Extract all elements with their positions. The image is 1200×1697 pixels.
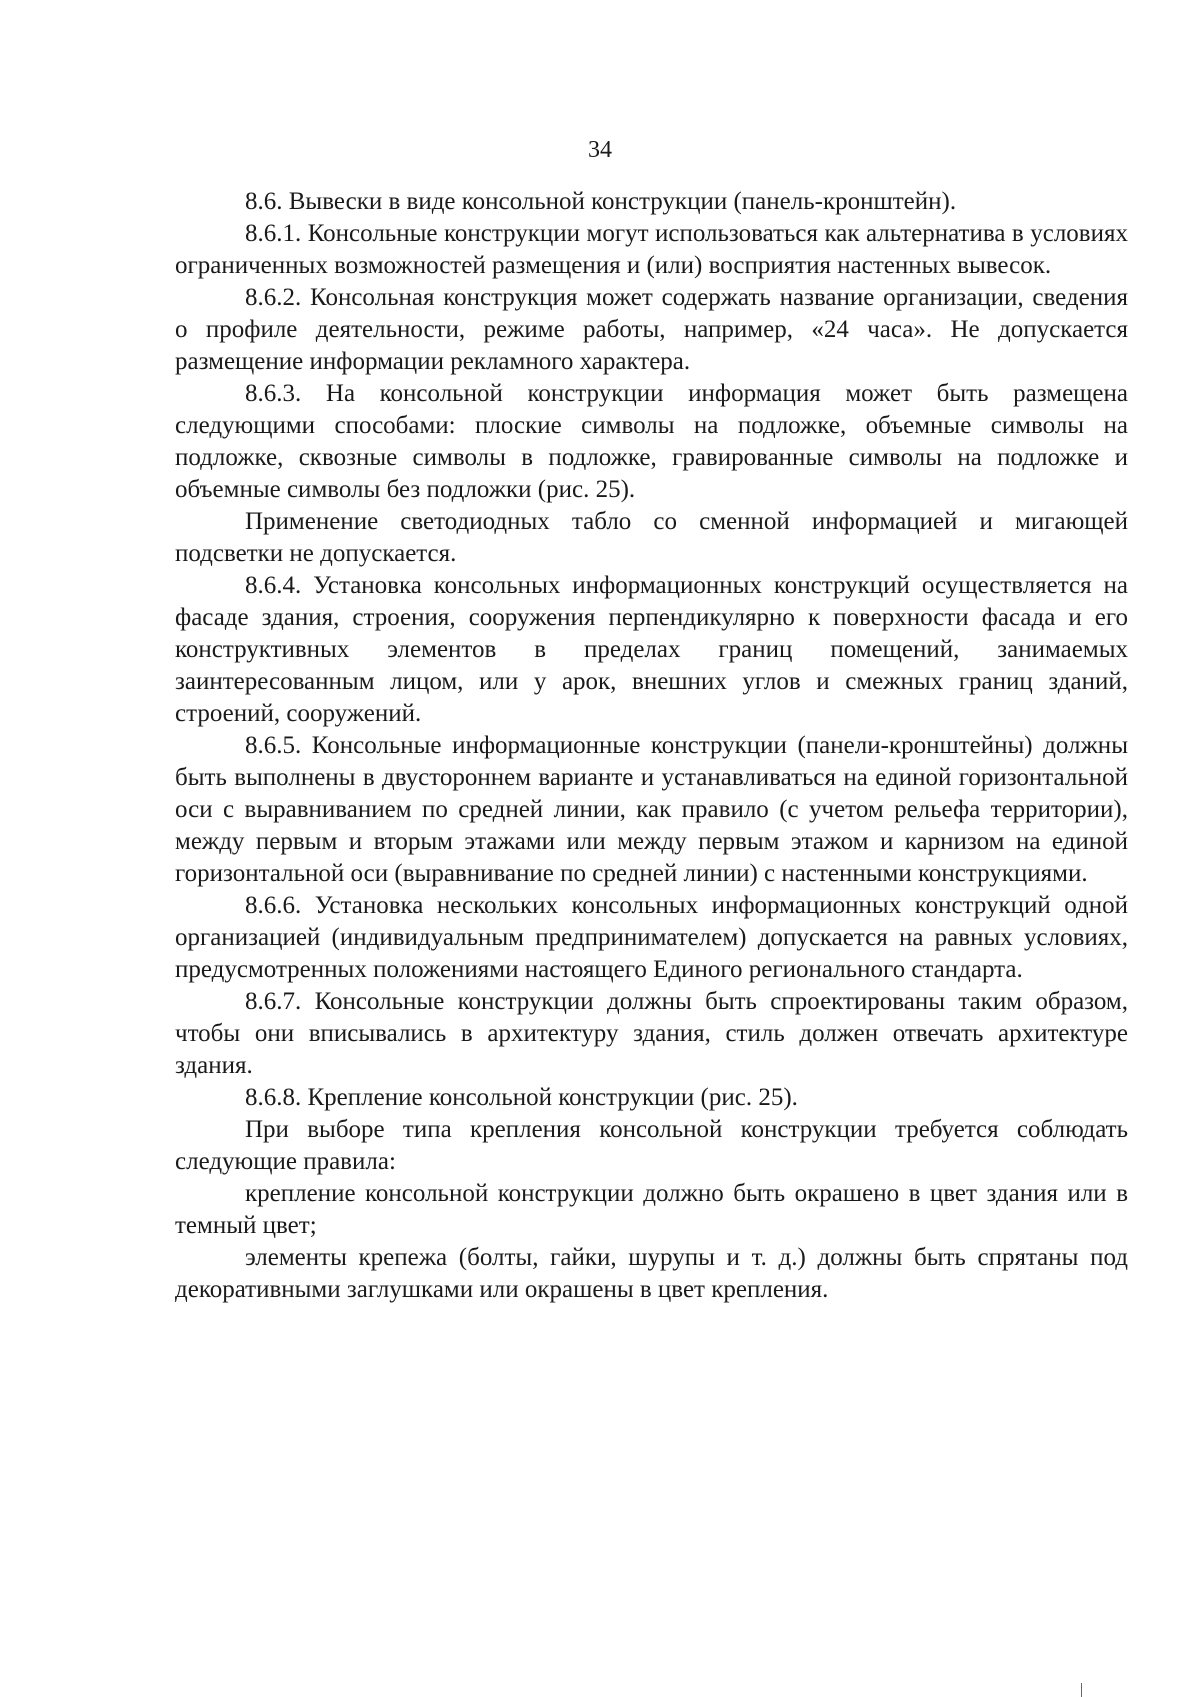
- paragraph-8-6-6: 8.6.6. Установка нескольких консольных информационных конструкций одной организацией (индивидуальным предпринимателем) допускается на равных условиях, предусмотренных положениями настоящего Единого регионального стандарта.: [175, 892, 1128, 983]
- paragraph-8-6-3: 8.6.3. На консольной конструкции информация может быть размещена следующими способами: плоские символы на подложке, объемные символы на подложке, сквозные символы в подложке, гравированные символы на подложке и объемные символы без подложки (рис. 25).: [175, 380, 1128, 503]
- paragraph-mounting-rules-intro: При выборе типа крепления консольной конструкции требуется соблюдать следующие правила:: [175, 1116, 1128, 1175]
- paragraph-mounting-rule-fasteners: элементы крепежа (болты, гайки, шурупы и т. д.) должны быть спрятаны под декоративными заглушками или окрашены в цвет крепления.: [175, 1244, 1128, 1303]
- page-number: 34: [588, 137, 612, 163]
- paragraph-8-6-7: 8.6.7. Консольные конструкции должны быть спроектированы таким образом, чтобы они вписывались в архитектуру здания, стиль должен отвечать архитектуре здания.: [175, 988, 1128, 1079]
- paragraph-mounting-rule-color: крепление консольной конструкции должно быть окрашено в цвет здания или в темный цвет;: [175, 1180, 1128, 1239]
- paragraph-8-6-2: 8.6.2. Консольная конструкция может содержать название организации, сведения о профиле деятельности, режиме работы, например, «24 часа». Не допускается размещение информации рекламного характера.: [175, 284, 1128, 375]
- paragraph-8-6-8: 8.6.8. Крепление консольной конструкции (рис. 25).: [245, 1084, 798, 1111]
- scan-mark: [1081, 1683, 1082, 1697]
- section-heading-8-6: 8.6. Вывески в виде консольной конструкции (панель-кронштейн).: [245, 188, 957, 215]
- paragraph-8-6-5: 8.6.5. Консольные информационные конструкции (панели-кронштейны) должны быть выполнены в двустороннем варианте и устанавливаться на единой горизонтальной оси с выравниванием по средней линии, как правило (с учетом рельефа территории), между первым и вторым этажами или между первым этажом и карнизом на единой горизонтальной оси (выравнивание по средней линии) с настенными конструкциями.: [175, 732, 1128, 887]
- document-body: [175, 186, 1128, 1306]
- paragraph-8-6-4: 8.6.4. Установка консольных информационных конструкций осуществляется на фасаде здания, строения, сооружения перпендикулярно к поверхности фасада и его конструктивных элементов в пределах границ помещений, занимаемых заинтересованным лицом, или у арок, внешних углов и смежных границ зданий, строений, сооружений.: [175, 572, 1128, 727]
- paragraph-8-6-1: 8.6.1. Консольные конструкции могут использоваться как альтернатива в условиях ограниченных возможностей размещения и (или) восприятия настенных вывесок.: [175, 220, 1128, 279]
- paragraph-led-restriction: Применение светодиодных табло со сменной информацией и мигающей подсветки не допускается.: [175, 508, 1128, 567]
